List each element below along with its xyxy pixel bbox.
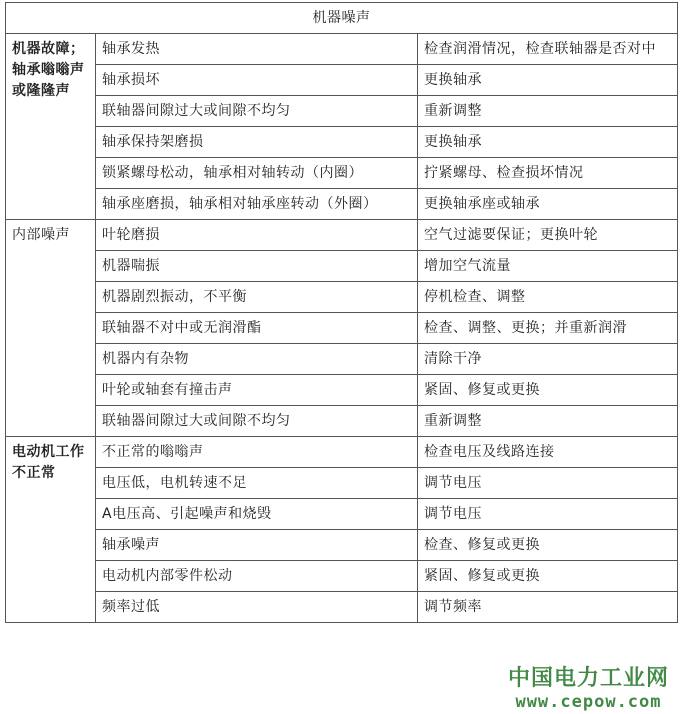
table-title: 机器噪声 bbox=[6, 3, 678, 34]
table-row bbox=[6, 437, 678, 468]
table-row bbox=[6, 561, 678, 592]
remedy-cell: 增加空气流量 bbox=[418, 251, 678, 282]
cause-cell: 轴承座磨损，轴承相对轴承座转动（外圈） bbox=[96, 189, 418, 220]
table-row bbox=[6, 592, 678, 623]
cause-cell: 叶轮磨损 bbox=[96, 220, 418, 251]
watermark-url: www.cepow.com bbox=[515, 692, 662, 712]
remedy-cell: 检查、修复或更换 bbox=[418, 530, 678, 561]
cause-cell: A电压高、引起噪声和烧毁 bbox=[96, 499, 418, 530]
remedy-cell: 检查润滑情况，检查联轴器是否对中 bbox=[418, 34, 678, 65]
table-row bbox=[6, 251, 678, 282]
remedy-cell: 清除干净 bbox=[418, 344, 678, 375]
table-row bbox=[6, 282, 678, 313]
table-row bbox=[6, 34, 678, 65]
table-row bbox=[6, 499, 678, 530]
table-row bbox=[6, 375, 678, 406]
cause-cell: 联轴器不对中或无润滑酯 bbox=[96, 313, 418, 344]
table-row bbox=[6, 220, 678, 251]
table-row bbox=[6, 344, 678, 375]
table-row bbox=[6, 127, 678, 158]
remedy-cell: 检查、调整、更换；并重新润滑 bbox=[418, 313, 678, 344]
category-cell: 电动机工作不正常 bbox=[6, 437, 96, 623]
cause-cell: 机器剧烈振动，不平衡 bbox=[96, 282, 418, 313]
cause-cell: 电压低，电机转速不足 bbox=[96, 468, 418, 499]
table-title-row bbox=[6, 3, 678, 34]
remedy-cell: 检查电压及线路连接 bbox=[418, 437, 678, 468]
cause-cell: 叶轮或轴套有撞击声 bbox=[96, 375, 418, 406]
remedy-cell: 重新调整 bbox=[418, 406, 678, 437]
cause-cell: 频率过低 bbox=[96, 592, 418, 623]
table-row bbox=[6, 96, 678, 127]
remedy-cell: 紧固、修复或更换 bbox=[418, 375, 678, 406]
watermark-name: 中国电力工业网 bbox=[507, 666, 669, 691]
remedy-cell: 调节频率 bbox=[418, 592, 678, 623]
remedy-cell: 更换轴承座或轴承 bbox=[418, 189, 678, 220]
table-row bbox=[6, 530, 678, 561]
remedy-cell: 更换轴承 bbox=[418, 127, 678, 158]
table-row bbox=[6, 313, 678, 344]
fault-table bbox=[5, 2, 678, 623]
table-row bbox=[6, 158, 678, 189]
table-row bbox=[6, 468, 678, 499]
cause-cell: 联轴器间隙过大或间隙不均匀 bbox=[96, 96, 418, 127]
table-row bbox=[6, 189, 678, 220]
remedy-cell: 调节电压 bbox=[418, 499, 678, 530]
category-cell: 机器故障；轴承嗡嗡声或隆隆声 bbox=[6, 34, 96, 220]
cause-cell: 轴承损坏 bbox=[96, 65, 418, 96]
table-row bbox=[6, 406, 678, 437]
remedy-cell: 重新调整 bbox=[418, 96, 678, 127]
remedy-cell: 更换轴承 bbox=[418, 65, 678, 96]
cause-cell: 不正常的嗡嗡声 bbox=[96, 437, 418, 468]
cause-cell: 轴承噪声 bbox=[96, 530, 418, 561]
remedy-cell: 调节电压 bbox=[418, 468, 678, 499]
remedy-cell: 空气过滤要保证；更换叶轮 bbox=[418, 220, 678, 251]
cause-cell: 电动机内部零件松动 bbox=[96, 561, 418, 592]
cause-cell: 轴承发热 bbox=[96, 34, 418, 65]
cause-cell: 联轴器间隙过大或间隙不均匀 bbox=[96, 406, 418, 437]
cause-cell: 轴承保持架磨损 bbox=[96, 127, 418, 158]
cause-cell: 机器内有杂物 bbox=[96, 344, 418, 375]
cause-cell: 锁紧螺母松动，轴承相对轴转动（内圈） bbox=[96, 158, 418, 189]
remedy-cell: 拧紧螺母、检查损坏情况 bbox=[418, 158, 678, 189]
watermark bbox=[508, 661, 669, 712]
cause-cell: 机器喘振 bbox=[96, 251, 418, 282]
remedy-cell: 停机检查、调整 bbox=[418, 282, 678, 313]
table-row bbox=[6, 65, 678, 96]
category-cell: 内部噪声 bbox=[6, 220, 96, 437]
remedy-cell: 紧固、修复或更换 bbox=[418, 561, 678, 592]
